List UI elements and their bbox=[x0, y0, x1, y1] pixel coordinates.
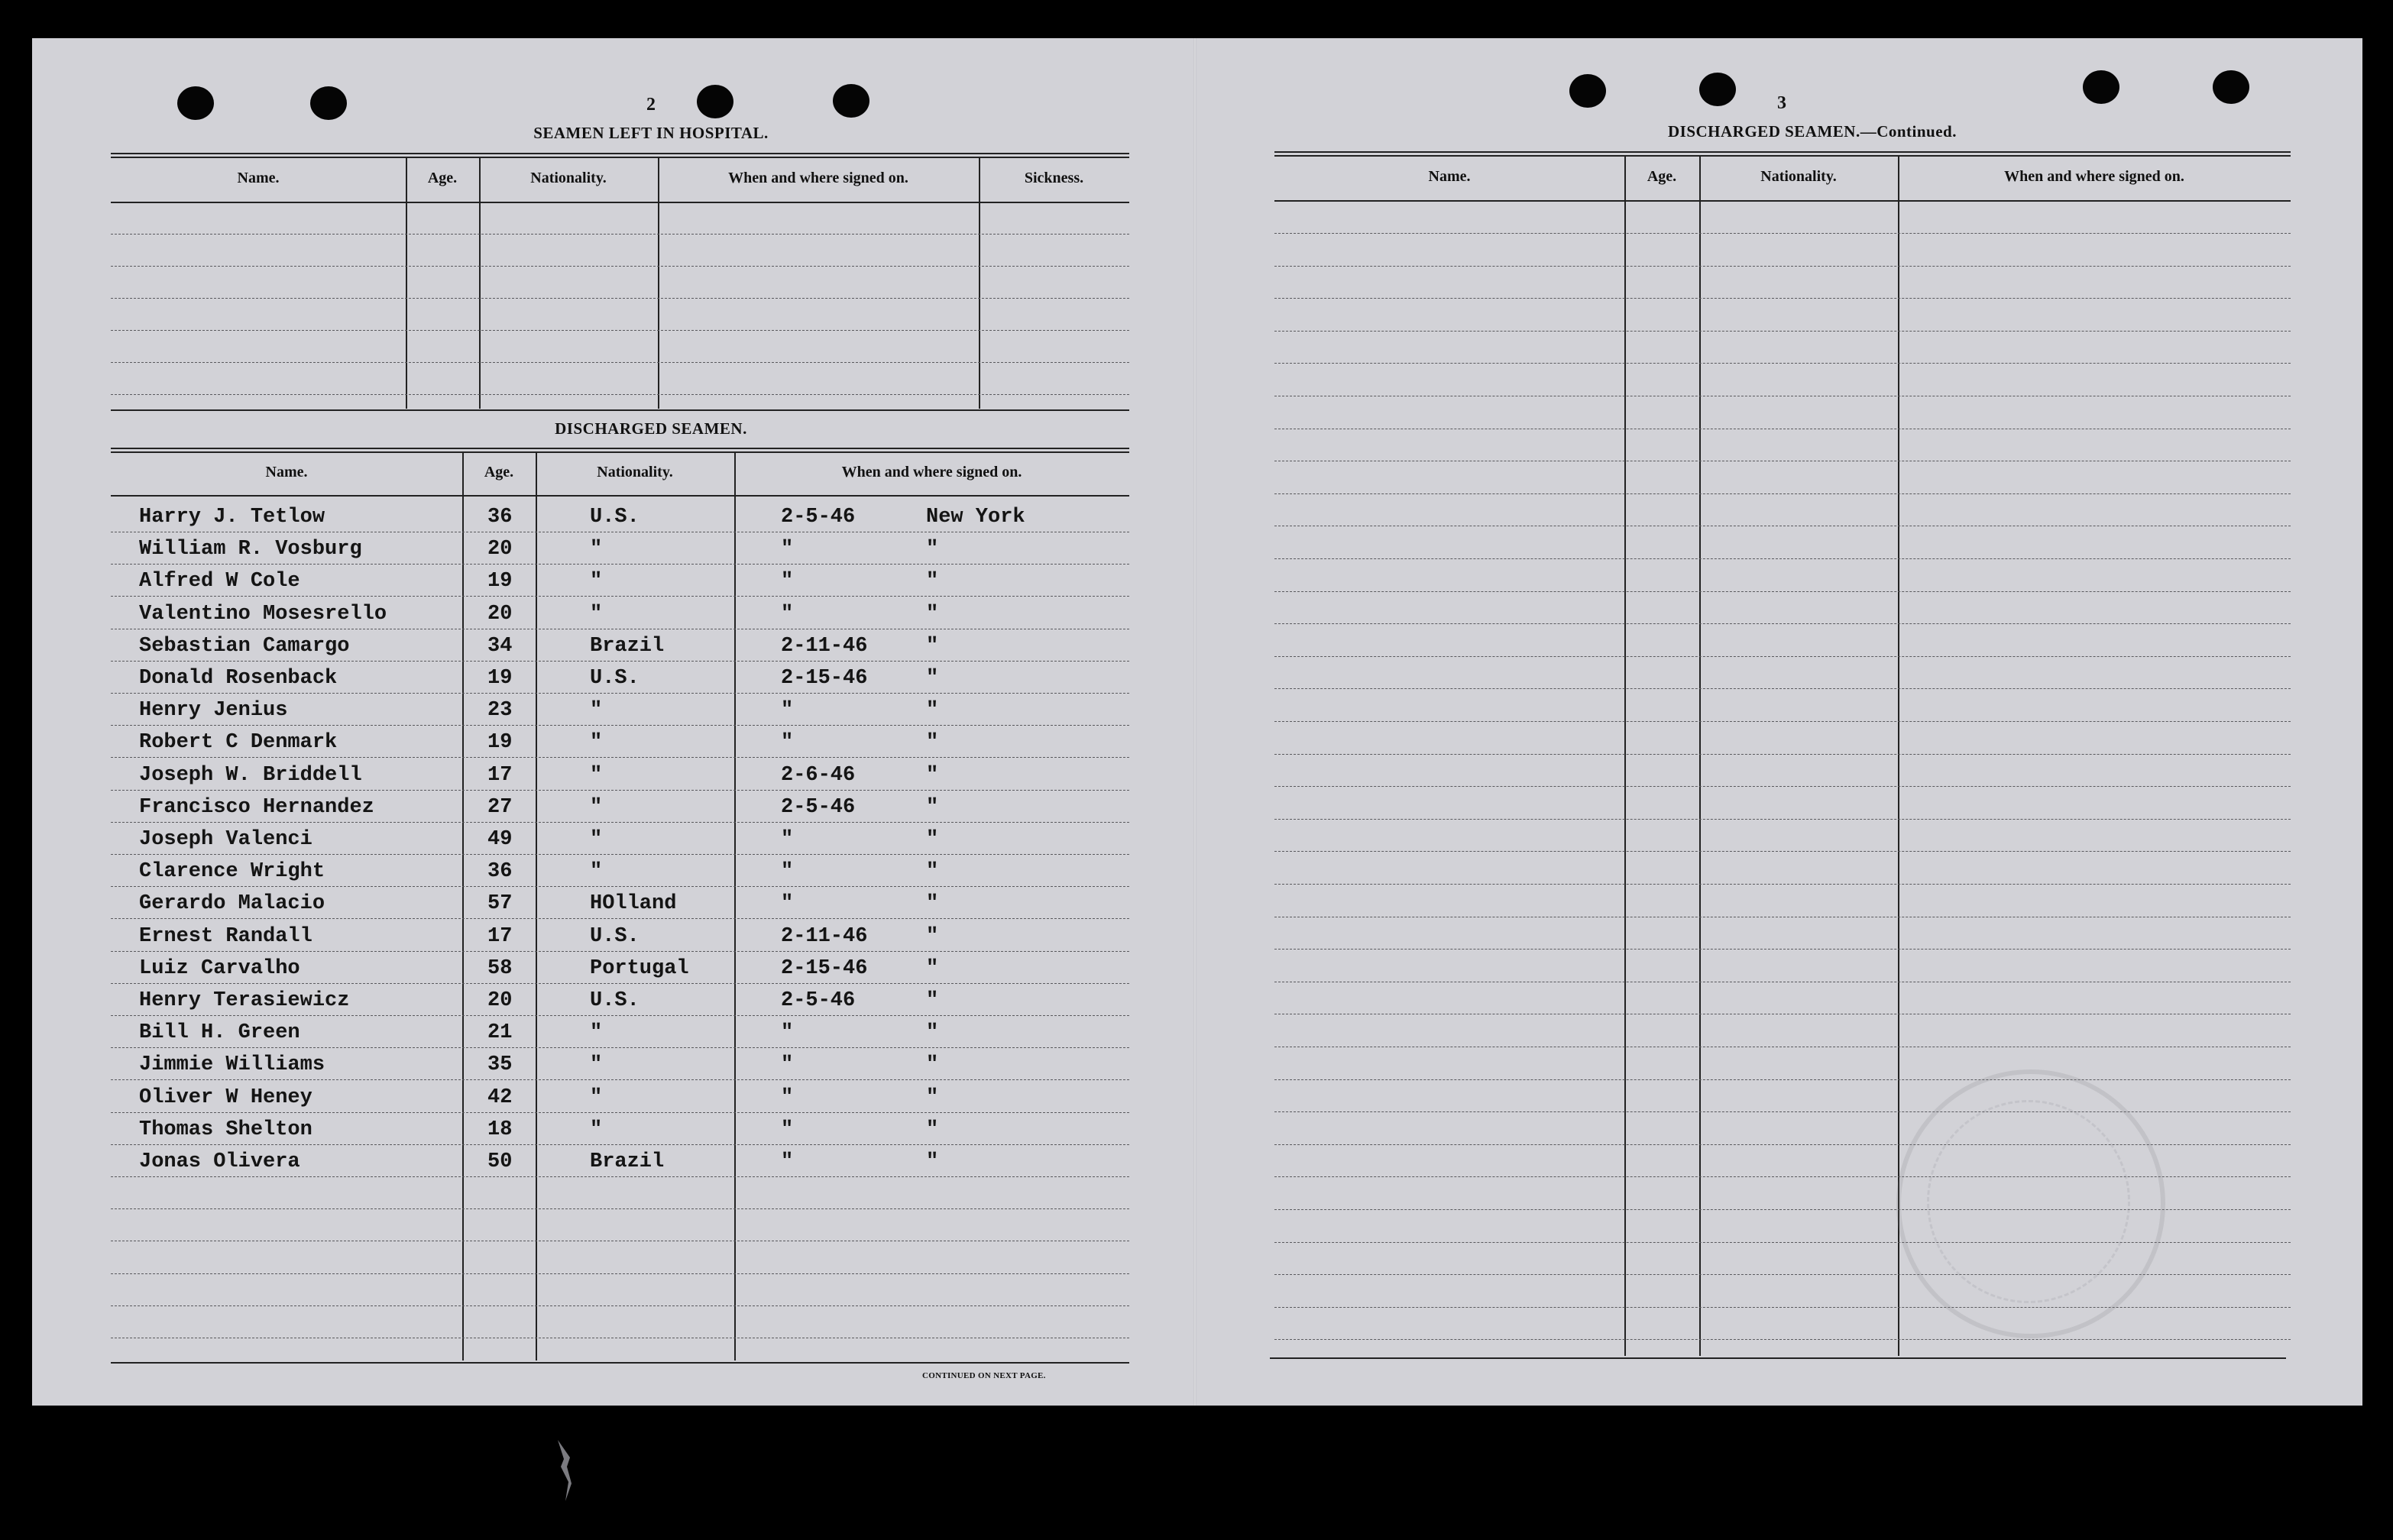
seaman-age: 36 bbox=[487, 860, 513, 884]
hospital-line bbox=[111, 362, 1129, 363]
hospital-line bbox=[111, 266, 1129, 267]
ruled-line bbox=[1274, 233, 2291, 234]
seaman-nationality: U.S. bbox=[590, 989, 640, 1012]
seaman-signed-place: " bbox=[926, 956, 939, 980]
faint-stamp-inner bbox=[1927, 1100, 2130, 1303]
ruled-line bbox=[1274, 623, 2291, 624]
ruled-line bbox=[1274, 819, 2291, 820]
seaman-name: Clarence Wright bbox=[139, 860, 325, 884]
seaman-age: 57 bbox=[487, 892, 513, 916]
discharged-col-signed-on: When and where signed on. bbox=[841, 464, 1022, 480]
ruled-line bbox=[1274, 1079, 2291, 1080]
ruled-line bbox=[1274, 884, 2291, 885]
seaman-row bbox=[32, 635, 1129, 664]
seaman-age: 20 bbox=[487, 989, 513, 1012]
discharged-col-age: Age. bbox=[484, 464, 514, 480]
seaman-age: 36 bbox=[487, 506, 513, 529]
seaman-row bbox=[32, 925, 1129, 954]
discharged-col-nationality: Nationality. bbox=[597, 464, 673, 480]
seaman-signed-date: " bbox=[781, 892, 794, 916]
ruled-line bbox=[1274, 851, 2291, 852]
seaman-signed-date: " bbox=[781, 1085, 794, 1109]
seaman-name: Francisco Hernandez bbox=[139, 795, 374, 819]
seaman-age: 19 bbox=[487, 667, 513, 690]
ruled-line bbox=[1274, 266, 2291, 267]
seaman-age: 17 bbox=[487, 763, 513, 787]
hospital-bottom-rule bbox=[111, 409, 1129, 411]
seaman-signed-place: " bbox=[926, 1150, 939, 1173]
seaman-age: 49 bbox=[487, 828, 513, 851]
ruled-line bbox=[1274, 786, 2291, 787]
seaman-row bbox=[32, 1021, 1129, 1050]
seaman-name: Alfred W Cole bbox=[139, 570, 300, 594]
seaman-signed-place: New York bbox=[926, 506, 1025, 529]
seaman-signed-date: 2-5-46 bbox=[781, 989, 856, 1012]
seaman-signed-date: " bbox=[781, 828, 794, 851]
hospital-col-divider bbox=[479, 157, 481, 409]
seaman-age: 50 bbox=[487, 1150, 513, 1173]
hospital-line bbox=[111, 298, 1129, 299]
right-col-nationality: Nationality. bbox=[1760, 168, 1837, 185]
seaman-name: Joseph Valenci bbox=[139, 828, 312, 851]
seaman-nationality: Portugal bbox=[590, 956, 689, 980]
punch-hole bbox=[2083, 70, 2119, 104]
seaman-name: Gerardo Malacio bbox=[139, 892, 325, 916]
seaman-age: 19 bbox=[487, 731, 513, 755]
seaman-signed-date: 2-11-46 bbox=[781, 634, 868, 658]
seaman-signed-place: " bbox=[926, 795, 939, 819]
ruled-line bbox=[1274, 558, 2291, 559]
hospital-line bbox=[111, 234, 1129, 235]
seaman-signed-place: " bbox=[926, 1085, 939, 1109]
seaman-nationality: U.S. bbox=[590, 924, 640, 948]
seaman-age: 20 bbox=[487, 538, 513, 561]
seaman-name: Harry J. Tetlow bbox=[139, 506, 325, 529]
right-top-rule bbox=[1274, 151, 2291, 157]
punch-hole bbox=[177, 86, 214, 120]
ruled-line bbox=[1274, 949, 2291, 950]
seaman-signed-date: " bbox=[781, 731, 794, 755]
seaman-row bbox=[32, 1150, 1129, 1179]
seaman-signed-date: 2-5-46 bbox=[781, 506, 856, 529]
ruled-line bbox=[1274, 688, 2291, 689]
ruled-line bbox=[1274, 656, 2291, 657]
seaman-signed-place: " bbox=[926, 667, 939, 690]
manifest-sheet bbox=[32, 38, 2362, 1406]
seaman-nationality: U.S. bbox=[590, 506, 640, 529]
seaman-nationality: " bbox=[590, 1118, 603, 1141]
seaman-age: 17 bbox=[487, 924, 513, 948]
seaman-signed-date: " bbox=[781, 1021, 794, 1045]
seaman-name: Thomas Shelton bbox=[139, 1118, 312, 1141]
ruled-line bbox=[111, 1208, 1129, 1209]
seaman-signed-place: " bbox=[926, 634, 939, 658]
seaman-name: Ernest Randall bbox=[139, 924, 312, 948]
ruled-line bbox=[1274, 1111, 2291, 1112]
seaman-signed-place: " bbox=[926, 731, 939, 755]
seaman-nationality: " bbox=[590, 763, 603, 787]
seaman-nationality: HOlland bbox=[590, 892, 677, 916]
seaman-name: Jimmie Williams bbox=[139, 1053, 325, 1077]
seaman-name: Oliver W Heney bbox=[139, 1085, 312, 1109]
seaman-row bbox=[32, 1053, 1129, 1082]
seaman-signed-date: 2-15-46 bbox=[781, 667, 868, 690]
ruled-line bbox=[1274, 298, 2291, 299]
discharged-title: DISCHARGED SEAMEN. bbox=[555, 419, 747, 438]
seaman-signed-date: " bbox=[781, 699, 794, 723]
seaman-row bbox=[32, 989, 1129, 1018]
seaman-signed-place: " bbox=[926, 924, 939, 948]
seaman-signed-place: " bbox=[926, 699, 939, 723]
seaman-row bbox=[32, 506, 1129, 535]
seaman-nationality: " bbox=[590, 731, 603, 755]
ruled-line bbox=[111, 1273, 1129, 1274]
seaman-name: Jonas Olivera bbox=[139, 1150, 300, 1173]
seaman-signed-place: " bbox=[926, 892, 939, 916]
punch-hole bbox=[1569, 74, 1606, 108]
seaman-nationality: " bbox=[590, 1053, 603, 1077]
discharged-col-name: Name. bbox=[265, 464, 308, 480]
seaman-row bbox=[32, 860, 1129, 889]
seaman-row bbox=[32, 796, 1129, 825]
continued-title: DISCHARGED SEAMEN.—Continued. bbox=[1668, 122, 1957, 141]
seaman-nationality: " bbox=[590, 699, 603, 723]
seaman-row bbox=[32, 764, 1129, 793]
ruled-line bbox=[1274, 721, 2291, 722]
hospital-top-rule bbox=[111, 153, 1129, 158]
seaman-name: Robert C Denmark bbox=[139, 731, 338, 755]
ruled-line bbox=[1274, 1307, 2291, 1308]
seaman-nationality: " bbox=[590, 1021, 603, 1045]
seaman-row bbox=[32, 1086, 1129, 1115]
seaman-age: 23 bbox=[487, 699, 513, 723]
hospital-col-signed-on: When and where signed on. bbox=[728, 170, 908, 186]
seaman-age: 58 bbox=[487, 956, 513, 980]
hospital-col-nationality: Nationality. bbox=[530, 170, 607, 186]
seaman-signed-place: " bbox=[926, 1053, 939, 1077]
seaman-signed-date: " bbox=[781, 538, 794, 561]
seaman-nationality: " bbox=[590, 828, 603, 851]
seaman-nationality: " bbox=[590, 1085, 603, 1109]
punch-hole bbox=[833, 84, 869, 118]
punch-hole bbox=[1699, 73, 1736, 106]
ruled-line bbox=[111, 1305, 1129, 1306]
page-fold bbox=[1193, 38, 1196, 1406]
seaman-age: 21 bbox=[487, 1021, 513, 1045]
seaman-row bbox=[32, 957, 1129, 986]
seaman-name: Valentino Mosesrello bbox=[139, 602, 387, 626]
seaman-row bbox=[32, 667, 1129, 696]
hospital-col-divider bbox=[979, 157, 980, 409]
discharged-bottom-rule bbox=[111, 1362, 1129, 1364]
seaman-nationality: " bbox=[590, 602, 603, 626]
seaman-name: Bill H. Green bbox=[139, 1021, 300, 1045]
seaman-row bbox=[32, 699, 1129, 728]
ruled-line bbox=[1274, 363, 2291, 364]
punch-hole bbox=[2213, 70, 2249, 104]
hospital-title: SEAMEN LEFT IN HOSPITAL. bbox=[533, 124, 769, 142]
seaman-age: 19 bbox=[487, 570, 513, 594]
seaman-nationality: " bbox=[590, 795, 603, 819]
right-bottom-rule bbox=[1270, 1357, 2286, 1359]
seaman-signed-date: 2-6-46 bbox=[781, 763, 856, 787]
seaman-row bbox=[32, 1118, 1129, 1147]
right-col-age: Age. bbox=[1647, 168, 1677, 185]
seaman-row bbox=[32, 892, 1129, 921]
seaman-row bbox=[32, 603, 1129, 632]
hospital-col-name: Name. bbox=[237, 170, 280, 186]
seaman-nationality: " bbox=[590, 538, 603, 561]
seaman-nationality: " bbox=[590, 570, 603, 594]
seaman-signed-place: " bbox=[926, 1021, 939, 1045]
seaman-row bbox=[32, 570, 1129, 599]
seaman-row bbox=[32, 731, 1129, 760]
hospital-col-divider bbox=[658, 157, 659, 409]
smudge-mark bbox=[550, 1436, 581, 1505]
seaman-nationality: U.S. bbox=[590, 667, 640, 690]
seaman-age: 18 bbox=[487, 1118, 513, 1141]
seaman-age: 42 bbox=[487, 1085, 513, 1109]
seaman-nationality: Brazil bbox=[590, 634, 665, 658]
seaman-signed-date: " bbox=[781, 570, 794, 594]
seaman-age: 34 bbox=[487, 634, 513, 658]
seaman-signed-place: " bbox=[926, 763, 939, 787]
hospital-header-rule bbox=[111, 202, 1129, 203]
discharged-header-rule bbox=[111, 495, 1129, 497]
right-header-rule bbox=[1274, 200, 2291, 202]
seaman-nationality: " bbox=[590, 860, 603, 884]
seaman-signed-date: 2-5-46 bbox=[781, 795, 856, 819]
hospital-line bbox=[111, 394, 1129, 395]
seaman-age: 20 bbox=[487, 602, 513, 626]
seaman-signed-place: " bbox=[926, 989, 939, 1012]
seaman-signed-date: " bbox=[781, 860, 794, 884]
seaman-name: Henry Terasiewicz bbox=[139, 989, 350, 1012]
seaman-name: Sebastian Camargo bbox=[139, 634, 350, 658]
seaman-signed-place: " bbox=[926, 602, 939, 626]
page-number-right: 3 bbox=[1777, 93, 1786, 113]
seaman-signed-place: " bbox=[926, 538, 939, 561]
seaman-name: Donald Rosenback bbox=[139, 667, 338, 690]
hospital-col-sickness: Sickness. bbox=[1024, 170, 1084, 186]
hospital-col-divider bbox=[406, 157, 407, 409]
seaman-signed-place: " bbox=[926, 860, 939, 884]
ruled-line bbox=[1274, 754, 2291, 755]
right-col-divider bbox=[1699, 155, 1701, 1356]
seaman-signed-place: " bbox=[926, 570, 939, 594]
continued-note: CONTINUED ON NEXT PAGE. bbox=[922, 1371, 1046, 1380]
seaman-signed-date: " bbox=[781, 1053, 794, 1077]
punch-hole bbox=[697, 85, 733, 118]
ruled-line bbox=[1274, 493, 2291, 494]
seaman-row bbox=[32, 828, 1129, 857]
seaman-row bbox=[32, 538, 1129, 567]
seaman-age: 27 bbox=[487, 795, 513, 819]
seaman-signed-date: 2-15-46 bbox=[781, 956, 868, 980]
seaman-name: Luiz Carvalho bbox=[139, 956, 300, 980]
seaman-name: Henry Jenius bbox=[139, 699, 288, 723]
seaman-signed-date: " bbox=[781, 1150, 794, 1173]
hospital-line bbox=[111, 330, 1129, 331]
seaman-signed-date: " bbox=[781, 1118, 794, 1141]
page-number-left: 2 bbox=[646, 95, 656, 115]
hospital-col-age: Age. bbox=[427, 170, 458, 186]
seaman-age: 35 bbox=[487, 1053, 513, 1077]
ruled-line bbox=[1274, 331, 2291, 332]
seaman-name: Joseph W. Briddell bbox=[139, 763, 362, 787]
seaman-signed-place: " bbox=[926, 828, 939, 851]
ruled-line bbox=[1274, 591, 2291, 592]
right-col-signed-on: When and where signed on. bbox=[2004, 168, 2184, 185]
right-col-divider bbox=[1624, 155, 1626, 1356]
seaman-name: William R. Vosburg bbox=[139, 538, 362, 561]
seaman-signed-date: " bbox=[781, 602, 794, 626]
right-col-name: Name. bbox=[1428, 168, 1471, 185]
ruled-line bbox=[1274, 1339, 2291, 1340]
punch-hole bbox=[310, 86, 347, 120]
seaman-signed-date: 2-11-46 bbox=[781, 924, 868, 948]
seaman-signed-place: " bbox=[926, 1118, 939, 1141]
seaman-nationality: Brazil bbox=[590, 1150, 665, 1173]
discharged-top-rule bbox=[111, 448, 1129, 453]
